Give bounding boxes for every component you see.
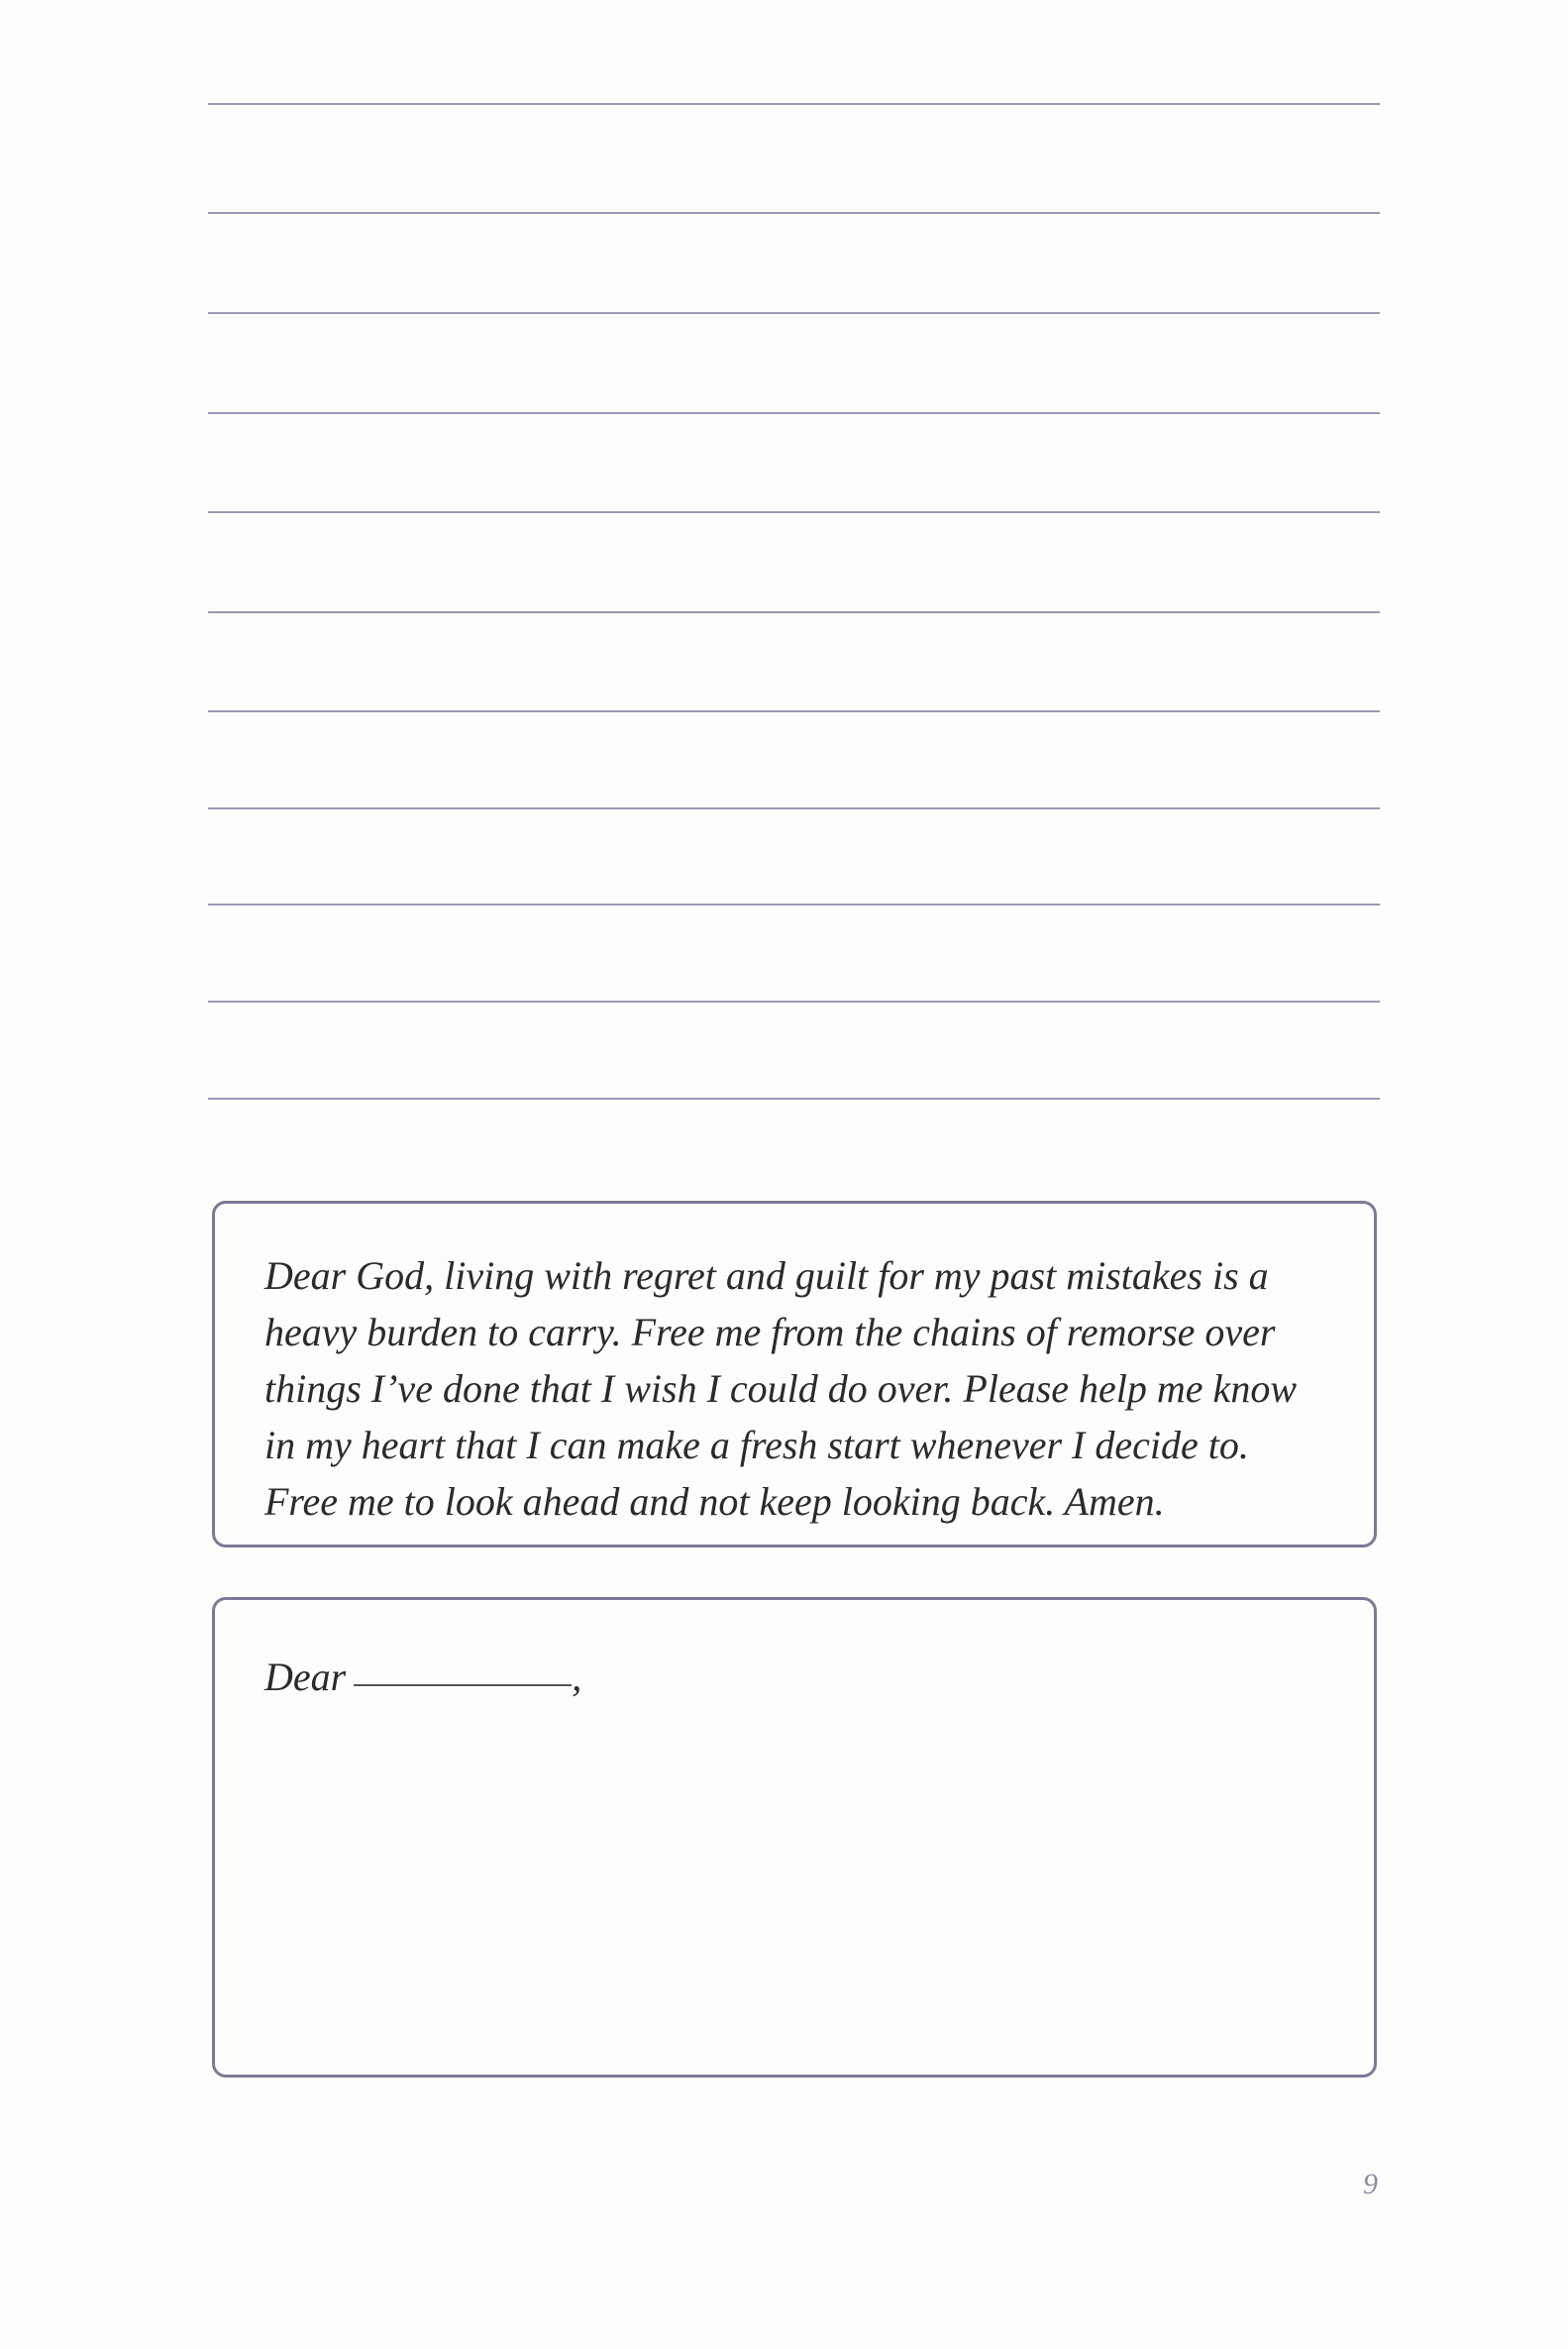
writing-line — [208, 1001, 1380, 1003]
letter-box[interactable] — [212, 1597, 1377, 2078]
prayer-line: things I’ve done that I wish I could do over. Please help me know — [264, 1366, 1297, 1411]
writing-line — [208, 611, 1380, 613]
salutation-comma: , — [572, 1655, 582, 1699]
letter-salutation — [264, 1650, 581, 1705]
writing-line — [208, 412, 1380, 414]
writing-line — [208, 710, 1380, 712]
writing-line — [208, 212, 1380, 214]
writing-line — [208, 511, 1380, 513]
writing-line — [208, 312, 1380, 314]
writing-line — [208, 1098, 1380, 1100]
salutation-word: Dear — [264, 1655, 347, 1699]
writing-line — [208, 904, 1380, 906]
writing-line — [208, 807, 1380, 809]
prayer-line: Dear God, living with regret and guilt for my past mistakes is a — [264, 1253, 1269, 1298]
prayer-line: heavy burden to carry. Free me from the chains of remorse over — [264, 1310, 1276, 1354]
prayer-box — [212, 1201, 1377, 1548]
writing-line — [208, 103, 1380, 105]
prayer-line: Free me to look ahead and not keep looking back. Amen. — [264, 1479, 1165, 1524]
recipient-blank[interactable] — [354, 1684, 572, 1686]
prayer-line: in my heart that I can make a fresh start whenever I decide to. — [264, 1423, 1249, 1467]
prayer-text — [264, 1247, 1334, 1530]
page-number: 9 — [1363, 2168, 1378, 2200]
